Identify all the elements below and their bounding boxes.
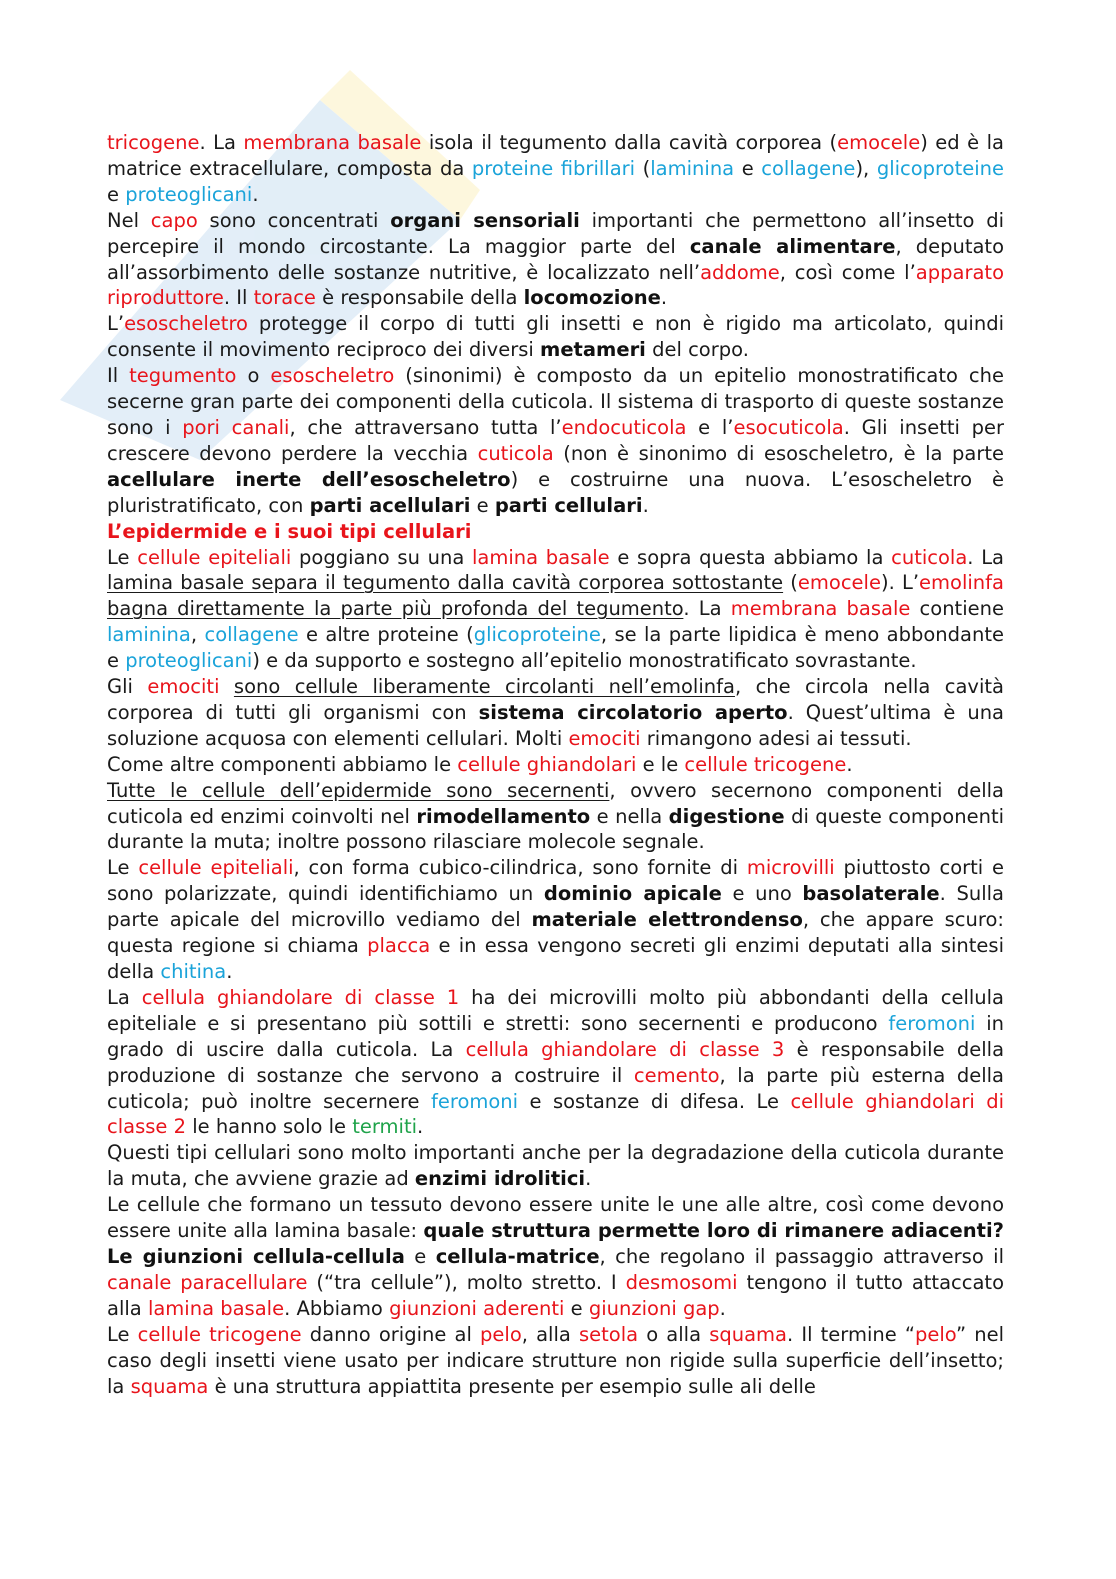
molecule-term: glicoproteine xyxy=(876,156,1004,180)
key-term: esoscheletro xyxy=(270,364,395,388)
key-term: pelo xyxy=(480,1322,522,1346)
text-run xyxy=(220,675,234,698)
text-run: tengono il tutto attaccato alla xyxy=(107,1270,1004,1320)
text-run: e l’ xyxy=(686,415,734,439)
key-term: pori canali xyxy=(182,415,290,439)
text-run: del corpo. xyxy=(645,338,749,362)
key-term: setola xyxy=(578,1322,639,1346)
text-run: è una struttura appiattita presente per esempio sulle ali delle xyxy=(208,1374,816,1398)
text-run: e xyxy=(107,182,126,206)
text-run: e uno xyxy=(721,882,803,906)
text-run: Nel xyxy=(107,208,151,232)
paragraph xyxy=(107,855,1004,985)
key-term: cuticola xyxy=(891,545,968,569)
key-term: giunzioni aderenti xyxy=(389,1296,565,1320)
bold-concept: sistema circolatorio aperto xyxy=(478,700,788,724)
paragraph xyxy=(107,752,1004,778)
text-run: . Sulla parte apicale del microvillo vediamo del xyxy=(107,882,1004,932)
paragraph xyxy=(107,208,1004,312)
text-run: le hanno solo le xyxy=(186,1115,353,1139)
key-term: apparato riproduttore xyxy=(107,260,1004,310)
text-run: . Quest’ultima è una soluzione acquosa con elementi cellulari. Molti xyxy=(107,700,1005,750)
bold-concept: locomozione xyxy=(523,286,661,310)
molecule-term: laminina xyxy=(650,156,735,180)
text-run: è responsabile della xyxy=(315,286,524,310)
bold-concept: canale alimentare xyxy=(689,234,896,258)
text-run: importanti che permettono all’insetto di percepire il mondo circostante. La maggior parte del xyxy=(107,208,1004,258)
text-run: , così come l’ xyxy=(779,260,916,284)
underlined-statement: lamina basale separa il tegumento dalla cavità corporea sottostante xyxy=(107,571,784,595)
text-run: ha dei microvilli molto più abbondanti della cellula epiteliale e si presentano più sottili e stretti: sono secernenti e producono xyxy=(107,985,1005,1035)
key-term: emociti xyxy=(147,675,220,699)
text-run: , deputato all’assorbimento delle sostanze nutritive, è localizzato nell’ xyxy=(107,234,1004,284)
bold-concept: organi sensoriali xyxy=(390,208,580,232)
text-run: Le xyxy=(107,545,138,569)
text-run: o xyxy=(236,364,271,388)
key-term: addome xyxy=(700,260,780,284)
paragraph xyxy=(107,778,1004,856)
text-run: Le xyxy=(107,856,139,880)
text-run: Le xyxy=(107,1322,138,1346)
text-run: e le xyxy=(636,752,685,776)
underlined-statement: Tutte le cellule dell’epidermide sono secernenti xyxy=(107,778,610,802)
text-run: (sinonimi) è composto da un epitelio monostratificato che secerne gran parte dei componenti della cuticola. Il sistema di trasporto di queste sostanze sono i xyxy=(107,364,1005,439)
molecule-term: proteoglicani xyxy=(125,182,253,206)
paragraph xyxy=(107,545,1004,675)
molecule-term: laminina xyxy=(107,623,191,647)
text-run: Le cellule che formano un tessuto devono essere unite le une alle altre, così come devono essere unite alla lamina basale: xyxy=(107,1193,1004,1243)
text-run: e in essa vengono secreti gli enzimi deputati alla sintesi della xyxy=(107,934,1004,983)
text-run: ). L’ xyxy=(880,571,920,595)
paragraph xyxy=(107,985,1004,1140)
text-run: ) e da supporto e sostegno all’epitelio monostratificato sovrastante. xyxy=(252,649,917,673)
text-run: Come altre componenti abbiamo le xyxy=(107,752,458,776)
text-run: . xyxy=(846,752,853,776)
bold-concept: materiale elettrondenso xyxy=(531,908,803,932)
text-run: isola il tegumento dalla cavità corporea ( xyxy=(421,131,838,154)
key-term: cellule tricogene xyxy=(137,1322,302,1346)
text-run: La xyxy=(107,985,142,1009)
paragraph xyxy=(107,363,1004,518)
text-run: . La xyxy=(683,597,731,621)
text-run: , alla xyxy=(521,1322,579,1346)
key-term: esocuticola xyxy=(733,415,844,439)
text-run: . xyxy=(252,182,259,206)
bold-concept: acellulare inerte dell’esoscheletro xyxy=(107,467,511,491)
text-run: , xyxy=(190,623,205,647)
text-run: o alla xyxy=(638,1322,710,1346)
key-term: capo xyxy=(150,208,198,232)
text-run: in grado di uscire dalla cuticola. La xyxy=(107,1011,1004,1061)
key-term: desmosomi xyxy=(625,1270,738,1294)
bold-concept: digestione xyxy=(668,804,785,828)
key-term: membrana basale xyxy=(243,131,422,154)
key-term: cellule ghiandolari xyxy=(457,752,637,776)
text-run: e sopra questa abbiamo la xyxy=(609,545,892,569)
key-term: squama xyxy=(709,1322,787,1346)
text-run: . xyxy=(226,960,233,983)
text-run: e altre proteine ( xyxy=(298,623,474,647)
text-run: ( xyxy=(635,156,651,180)
key-term: microvilli xyxy=(746,856,835,880)
bold-concept: dominio apicale xyxy=(543,882,722,906)
text-run: è responsabile della produzione di sostanze che servono a costruire il xyxy=(107,1037,1005,1087)
text-run: . xyxy=(585,1167,592,1191)
text-run: sono concentrati xyxy=(197,208,391,232)
paragraph xyxy=(107,1140,1004,1192)
text-run: . xyxy=(719,1296,726,1320)
underlined-statement: bagna direttamente la parte più profonda del tegumento xyxy=(107,597,684,621)
key-term: cellule tricogene xyxy=(684,752,847,776)
text-run: protegge il corpo di tutti gli insetti e non è rigido ma articolato, quindi consente il movimento reciproco dei diversi xyxy=(107,312,1004,362)
molecule-term: feromoni xyxy=(431,1089,519,1113)
text-run: poggiano su una xyxy=(291,545,473,569)
text-run: e sostanze di difesa. Le xyxy=(518,1089,791,1113)
key-term: squama xyxy=(130,1374,209,1398)
key-term: emocele xyxy=(837,131,921,154)
text-run: ) e costruirne una nuova. L’esoscheletro è pluristratificato, con xyxy=(107,467,1004,517)
key-term: torace xyxy=(253,286,316,310)
text-run: Questi tipi cellulari sono molto importanti anche per la degradazione della cuticola durante la muta, che avviene grazie ad xyxy=(107,1141,1004,1191)
key-term: emolinfa xyxy=(919,571,1004,595)
key-term: emociti xyxy=(568,726,641,750)
molecule-term: proteoglicani xyxy=(125,649,253,673)
key-term: cuticola xyxy=(477,441,554,465)
section-heading: L’epidermide e i suoi tipi cellulari xyxy=(107,519,472,543)
bold-concept: metameri xyxy=(540,338,646,362)
text-run: piuttosto corti e sono polarizzate, quindi identifichiamo un xyxy=(107,856,1005,906)
text-run: e nella xyxy=(590,804,669,828)
text-run: rimangono adesi ai tessuti. xyxy=(640,726,912,750)
paragraph xyxy=(107,130,1004,208)
key-term: canale paracellulare xyxy=(107,1270,308,1294)
key-term: endocuticola xyxy=(561,415,687,439)
key-term: lamina basale xyxy=(147,1296,285,1320)
text-run: L’ xyxy=(107,312,125,336)
molecule-term: collagene xyxy=(761,156,856,180)
text-run: , che regolano il passaggio attraverso il xyxy=(599,1244,1004,1268)
text-run: di queste componenti durante la muta; inoltre possono rilasciare molecole segnale. xyxy=(107,804,1005,854)
bold-concept: quale struttura permette loro di rimanere adiacenti? Le giunzioni cellula-cellula xyxy=(107,1219,1004,1268)
key-term: placca xyxy=(367,934,431,958)
text-run: . Il xyxy=(223,286,254,310)
key-term: esoscheletro xyxy=(124,312,248,336)
text-run: ) ed è la matrice extracellulare, composta da xyxy=(107,131,1004,180)
molecule-term: collagene xyxy=(204,623,299,647)
bold-concept: enzimi idrolitici xyxy=(414,1167,586,1191)
underlined-statement: sono cellule liberamente circolanti nell’emolinfa xyxy=(233,675,735,699)
text-run: , che attraversano tutta l’ xyxy=(289,415,562,439)
key-term: giunzioni gap xyxy=(588,1296,720,1320)
text-run: . Abbiamo xyxy=(284,1296,390,1320)
text-run: danno origine al xyxy=(301,1322,481,1346)
organism-term: termiti xyxy=(352,1115,418,1139)
key-term: cellule ghiandolari di classe 2 xyxy=(107,1089,1005,1139)
paragraph xyxy=(107,1322,1004,1400)
text-run: . Gli insetti per crescere devono perdere la vecchia xyxy=(107,415,1005,465)
key-term: emocele xyxy=(797,571,881,595)
text-run: , ovvero secernono componenti della cuticola ed enzimi coinvolti nel xyxy=(107,778,1005,828)
text-run: e xyxy=(734,156,762,180)
text-run: , se la parte lipidica è meno abbondante e xyxy=(107,623,1004,673)
key-term: cellule epiteliali xyxy=(137,545,292,569)
text-run: e xyxy=(404,1244,436,1268)
key-term: tegumento xyxy=(129,364,237,388)
text-run: , che appare scuro: questa regione si chiama xyxy=(107,908,1004,958)
bold-concept: parti acellulari xyxy=(309,493,471,517)
key-term: cellule epiteliali xyxy=(138,856,294,880)
bold-concept: cellula-matrice xyxy=(435,1244,600,1268)
key-term: pelo xyxy=(914,1322,956,1346)
text-run: (non è sinonimo di esoscheletro, è la parte xyxy=(553,441,1004,465)
text-run: Gli xyxy=(107,675,148,699)
text-run: e xyxy=(564,1296,589,1320)
text-run: . xyxy=(642,493,649,517)
bold-concept: rimodellamento xyxy=(416,804,591,828)
text-run: . La xyxy=(967,545,1005,569)
text-run: ” nel caso degli insetti viene usato per indicare strutture non rigide sulla superficie dell’insetto; la xyxy=(107,1322,1005,1398)
text-run: . xyxy=(660,286,668,310)
paragraph xyxy=(107,1192,1004,1322)
paragraph xyxy=(107,311,1004,363)
molecule-term: feromoni xyxy=(888,1011,976,1035)
text-run: , con forma cubico-cilindrica, sono fornite di xyxy=(293,856,747,880)
molecule-term: glicoproteine xyxy=(473,623,601,647)
molecule-term: proteine fibrillari xyxy=(471,156,636,180)
text-run: , che circola nella cavità corporea di tutti gli organismi con xyxy=(107,675,1004,724)
text-run: . La xyxy=(199,131,244,154)
text-run: ( xyxy=(783,571,798,595)
text-run: (“tra cellule”), molto stretto. I xyxy=(307,1270,626,1294)
text-run: , la parte più esterna della cuticola; può inoltre secernere xyxy=(107,1063,1004,1113)
key-term: membrana basale xyxy=(730,597,911,621)
text-run: contiene xyxy=(910,597,1004,621)
text-run: . xyxy=(417,1115,424,1139)
key-term: cemento xyxy=(633,1063,720,1087)
text-run: e xyxy=(470,493,495,517)
text-run: ), xyxy=(855,156,877,180)
key-term: lamina basale xyxy=(472,545,610,569)
document-body xyxy=(107,130,1004,1399)
key-term: tricogene xyxy=(107,131,200,154)
bold-concept: basolaterale xyxy=(802,882,940,906)
text-run: . Il termine “ xyxy=(786,1322,915,1346)
key-term: cellula ghiandolare di classe 1 xyxy=(141,985,460,1009)
molecule-term: chitina xyxy=(160,960,227,983)
paragraph xyxy=(107,674,1004,752)
key-term: cellula ghiandolare di classe 3 xyxy=(465,1037,785,1061)
bold-concept: parti cellulari xyxy=(494,493,643,517)
text-run: Il xyxy=(107,364,130,388)
